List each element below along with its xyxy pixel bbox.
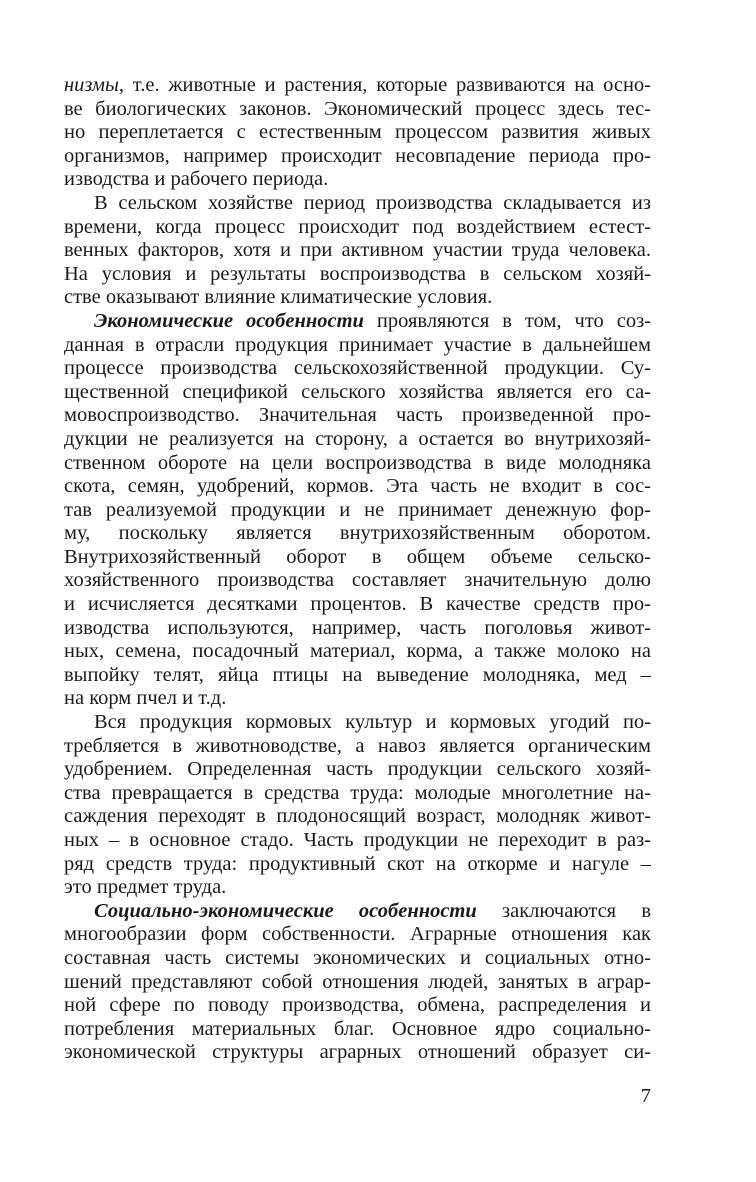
text-line: и исчисляется десятками процентов. В качестве средств про- <box>64 593 651 616</box>
paragraph-4 <box>64 711 651 900</box>
text-line: ственном обороте на цели воспроизводства в виде молодняка <box>64 451 651 474</box>
text-line: му, поскольку является внутрихозяйственным оборотом. <box>64 522 651 545</box>
paragraph-2 <box>64 192 651 310</box>
text-line: На условия и результаты воспроизводства в сельском хозяй- <box>64 262 651 285</box>
text-line: мовоспроизводство. Значительная часть произведенной про- <box>64 404 651 427</box>
text-line: но переплетается с естественным процессом развития живых <box>64 121 651 144</box>
text-line: Внутрихозяйственный оборот в общем объеме сельско- <box>64 545 651 568</box>
paragraph-5 <box>64 900 651 1065</box>
text-line: многообразии форм собственности. Аграрные отношения как <box>64 923 651 946</box>
section-term: Социально-экономические особенности <box>94 899 477 922</box>
text-line: шений представляют собой отношения людей, занятых в аграр- <box>64 970 651 993</box>
paragraph-1 <box>64 74 651 192</box>
page-body <box>64 74 651 1065</box>
text-line: составная часть системы экономических и социальных отно- <box>64 946 651 969</box>
text-line: тав реализуемой продукции и не принимает денежную фор- <box>64 498 651 521</box>
text-line: требляется в животноводстве, а навоз является органическим <box>64 734 651 757</box>
page-number: 7 <box>640 1085 651 1107</box>
text-line: венных факторов, хотя и при активном участии труда человека. <box>64 239 651 262</box>
text-line: выпойку телят, яйца птицы на выведение молодняка, мед – <box>64 663 651 686</box>
text-line: времени, когда процесс происходит под воздействием естест- <box>64 215 651 238</box>
text-line: хозяйственного производства составляет значительную долю <box>64 569 651 592</box>
text-line: изводства используются, например, часть поголовья живот- <box>64 616 651 639</box>
text-line: В сельском хозяйстве период производства складывается из <box>94 191 651 214</box>
text-line: потребления материальных благ. Основное ядро социально- <box>64 1017 651 1040</box>
text-line: щественной спецификой сельского хозяйства является его са- <box>64 380 651 403</box>
text-line: организмов, например происходит несовпадение периода про- <box>64 144 651 167</box>
text-line: ряд средств труда: продуктивный скот на откорме и нагуле – <box>64 852 651 875</box>
text-line: процессе производства сельскохозяйственной продукции. Су- <box>64 357 651 380</box>
text-line: данная в отрасли продукция принимает участие в дальнейшем <box>64 333 651 356</box>
text-line: Экономические особенности проявляются в том, что соз- <box>94 309 651 332</box>
section-term: Экономические особенности <box>94 309 364 332</box>
text-line: ства превращается в средства труда: молодые многолетние на- <box>64 781 651 804</box>
text-line: низмы, т.е. животные и растения, которые развиваются на осно- <box>64 74 651 96</box>
text-line: ных, семена, посадочный материал, корма, а также молоко на <box>64 640 651 663</box>
text-line: скота, семян, удобрений, кормов. Эта часть не входит в сос- <box>64 475 651 498</box>
text-line: стве оказывают влияние климатические условия. <box>64 286 493 309</box>
text-line: удобрением. Определенная часть продукции сельского хозяй- <box>64 758 651 781</box>
text-line: изводства и рабочего периода. <box>64 168 329 191</box>
text-line: саждения переходят в плодоносящий возраст, молодняк живот- <box>64 805 651 828</box>
text-line: Социально-экономические особенности заключаются в <box>94 899 651 922</box>
text-line: на корм пчел и т.д. <box>64 687 227 710</box>
text-line: ве биологических законов. Экономический процесс здесь тес- <box>64 97 651 120</box>
text-line: Вся продукция кормовых культур и кормовых угодий по- <box>94 711 651 734</box>
paragraph-3 <box>64 310 651 711</box>
text-line: ной сфере по поводу производства, обмена, распределения и <box>64 994 651 1017</box>
text-line: дукции не реализуется на сторону, а остается во внутрихозяй- <box>64 427 651 450</box>
text-line: ных – в основное стадо. Часть продукции не переходит в раз- <box>64 829 651 851</box>
text-line: экономической структуры аграрных отношений образует си- <box>64 1041 651 1064</box>
italic-term: низмы <box>64 74 119 96</box>
text-line: это предмет труда. <box>64 876 227 899</box>
